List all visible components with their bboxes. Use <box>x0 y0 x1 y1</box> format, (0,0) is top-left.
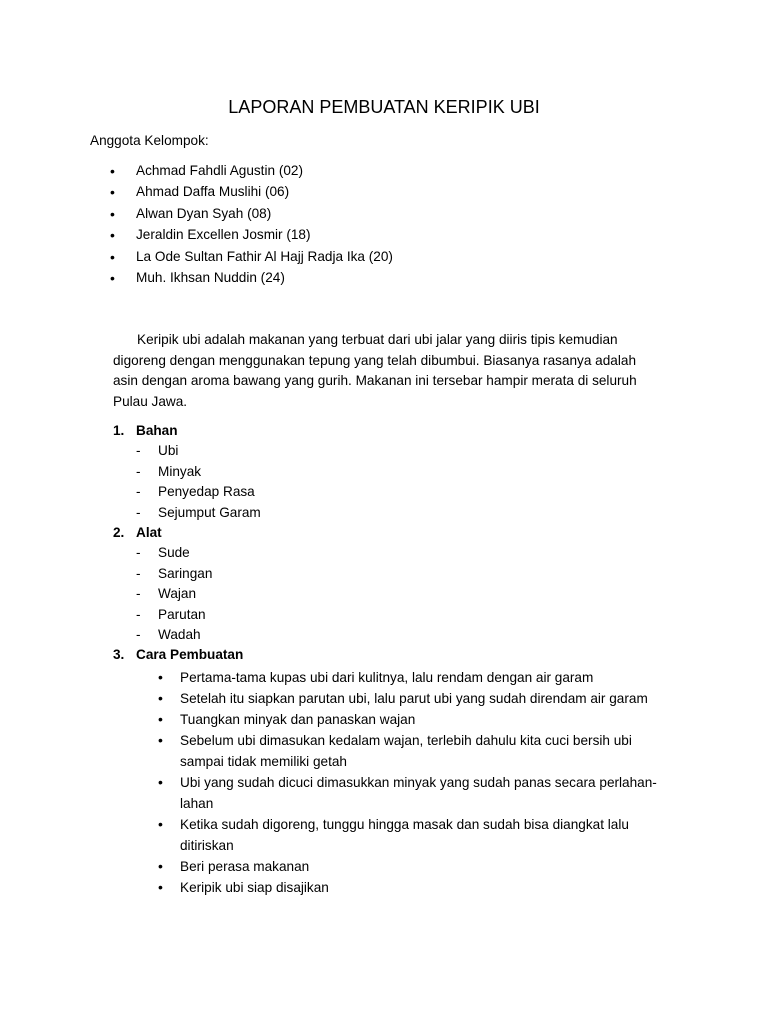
section-cara-pembuatan <box>0 646 660 897</box>
list-item <box>0 606 660 626</box>
list-item <box>0 463 660 483</box>
step-text: Keripik ubi siap disajikan <box>180 879 329 895</box>
steps-list <box>0 667 660 898</box>
section-label: Cara Pembuatan <box>136 647 244 663</box>
dash-marker: - <box>136 606 141 622</box>
list-item-text: Sejumput Garam <box>158 504 261 520</box>
step-text: Ubi yang sudah dicuci dimasukkan minyak yang sudah panas secara perlahan-lahan <box>180 774 657 811</box>
dash-marker: - <box>136 443 141 459</box>
bullet-icon: • <box>110 163 115 179</box>
list-item-text: Parutan <box>158 606 206 622</box>
section-heading <box>0 524 660 544</box>
section-label: Alat <box>136 524 162 540</box>
step-text: Tuangkan minyak dan panaskan wajan <box>180 711 416 727</box>
dash-marker: - <box>136 565 141 581</box>
list-item <box>0 544 660 564</box>
step-item <box>0 730 660 772</box>
sections-list <box>0 422 660 898</box>
bullet-icon: • <box>158 668 163 685</box>
bullet-icon: • <box>158 815 163 832</box>
dash-marker: - <box>136 463 141 479</box>
step-text: Sebelum ubi dimasukan kedalam wajan, terlebih dahulu kita cuci bersih ubi sampai tidak memiliki getah <box>180 732 632 769</box>
member-name: Jeraldin Excellen Josmir (18) <box>136 227 311 243</box>
dash-marker: - <box>136 586 141 602</box>
bullet-icon: • <box>110 227 115 244</box>
member-item <box>0 248 393 269</box>
section-label: Bahan <box>136 423 178 438</box>
bullet-icon: • <box>110 269 115 286</box>
step-text: Pertama-tama kupas ubi dari kulitnya, lalu rendam dengan air garam <box>180 669 594 685</box>
step-item <box>0 877 660 898</box>
bullet-icon: • <box>110 248 115 265</box>
member-item <box>0 162 393 183</box>
member-item <box>0 226 393 247</box>
members-list <box>0 162 393 290</box>
member-item <box>0 183 393 204</box>
section-number: 1. <box>113 423 125 438</box>
section-number: 2. <box>113 524 125 540</box>
bullet-icon: • <box>110 184 115 201</box>
dash-marker: - <box>136 545 141 561</box>
member-name: Ahmad Daffa Muslihi (06) <box>136 184 290 200</box>
section-number: 3. <box>113 647 125 663</box>
section-heading <box>0 422 660 442</box>
section-heading <box>0 646 660 666</box>
list-item <box>0 565 660 585</box>
member-name: La Ode Sultan Fathir Al Hajj Radja Ika (20) <box>136 248 393 264</box>
bullet-icon: • <box>110 205 115 222</box>
list-item-text: Sude <box>158 545 190 561</box>
dash-marker: - <box>136 504 141 520</box>
member-name: Muh. Ikhsan Nuddin (24) <box>136 269 285 285</box>
step-text: Setelah itu siapkan parutan ubi, lalu parut ubi yang sudah direndam air garam <box>180 690 648 706</box>
list-item <box>0 483 660 503</box>
step-item <box>0 688 660 709</box>
list-item <box>0 585 660 605</box>
section-bahan <box>0 422 660 524</box>
bullet-icon: • <box>158 731 163 748</box>
bullet-icon: • <box>158 857 163 874</box>
member-name: Alwan Dyan Syah (08) <box>136 205 272 221</box>
step-text: Beri perasa makanan <box>180 858 310 874</box>
dash-marker: - <box>136 626 141 642</box>
step-item <box>0 772 660 814</box>
list-item-text: Saringan <box>158 565 213 581</box>
document-title: LAPORAN PEMBUATAN KERIPIK UBI <box>228 97 540 117</box>
members-label: Anggota Kelompok: <box>90 133 209 148</box>
bullet-icon: • <box>158 689 163 706</box>
list-item <box>0 442 660 462</box>
tool-list <box>0 544 660 646</box>
step-item <box>0 814 660 856</box>
dash-marker: - <box>136 484 141 500</box>
list-item-text: Wadah <box>158 626 201 642</box>
bullet-icon: • <box>158 773 163 790</box>
ingredient-list <box>0 442 660 524</box>
step-item <box>0 667 660 688</box>
list-item <box>0 626 660 646</box>
list-item-text: Ubi <box>158 443 179 459</box>
member-name: Achmad Fahdli Agustin (02) <box>136 163 303 178</box>
step-item <box>0 709 660 730</box>
section-alat <box>0 524 660 646</box>
step-item <box>0 856 660 877</box>
list-item-text: Penyedap Rasa <box>158 484 255 500</box>
member-item <box>0 269 393 290</box>
list-item-text: Minyak <box>158 463 202 479</box>
bullet-icon: • <box>158 710 163 727</box>
bullet-icon: • <box>158 878 163 895</box>
list-item <box>0 504 660 524</box>
member-item <box>0 205 393 226</box>
list-item-text: Wajan <box>158 586 197 602</box>
step-text: Ketika sudah digoreng, tunggu hingga masak dan sudah bisa diangkat lalu ditiriskan <box>180 816 629 853</box>
intro-paragraph: Keripik ubi adalah makanan yang terbuat dari ubi jalar yang diiris tipis kemudian digoreng dengan menggunakan tepung yang telah dibumbui. Biasanya rasanya adalah asin dengan aroma bawang yang gurih. Makanan ini tersebar hampir merata di seluruh Pulau Jawa. <box>113 332 637 409</box>
